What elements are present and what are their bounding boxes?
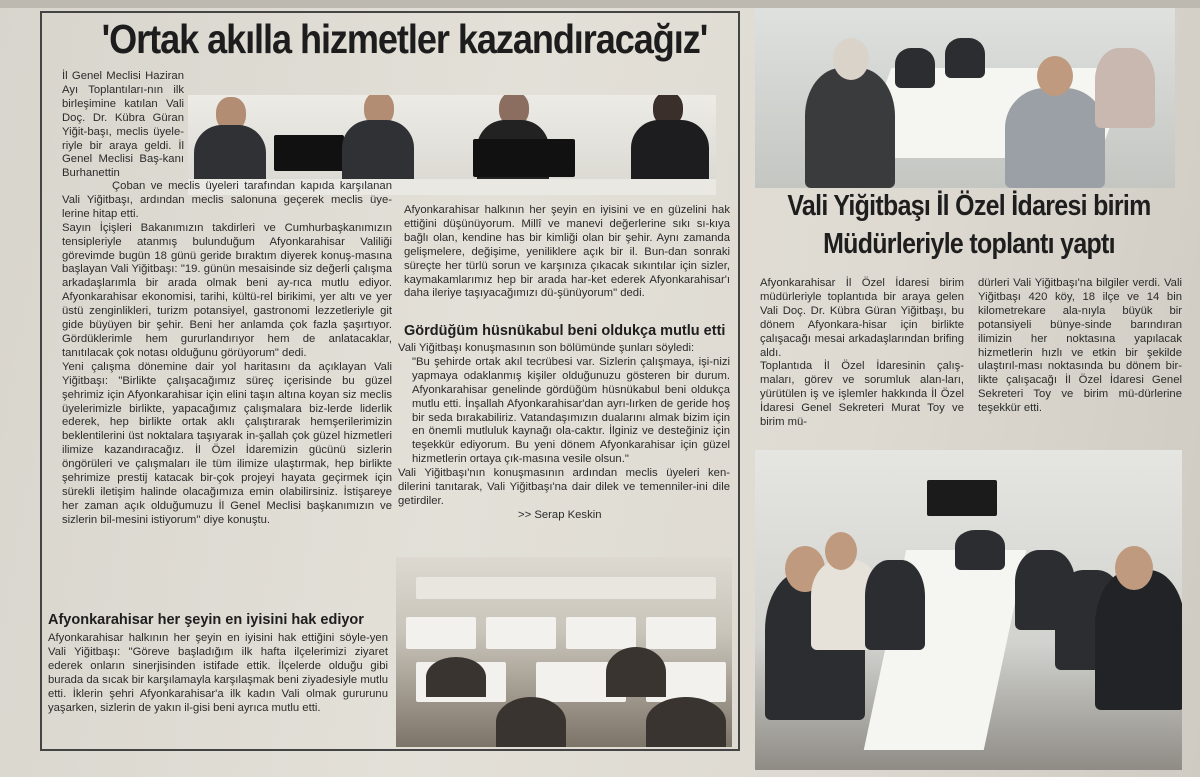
intro-text: İl Genel Meclisi Haziran Ayı Toplantıları-nın ilk birleşimine katılan Vali Doç. Dr. Kübra Güran Yiğit-başı, meclis üyele-riyle bir araya geldi. İl Genel Meclisi Baş-kanı Burhanettin bbox=[62, 70, 184, 180]
right-headline-line2: Müdürleriyle toplantı yaptı bbox=[823, 228, 1115, 260]
official-2 bbox=[338, 95, 418, 187]
left-headline: 'Ortak akılla hizmetler kazandıracağız' bbox=[101, 16, 708, 62]
right-col-a: Afyonkarahisar İl Özel İdaresi birim müdürleriyle toplantıda bir araya gelen Vali Doç. Dr. Kübra Güran Yiğitbaşı, bu dönem Afyonkara-hisar için birlikte çalışacağı mesai arkadaşlarından brifing aldı. Toplantıda İl Özel İdaresinin çalış-maları, görev ve sorumluk alan-ları, yürütülen iş ve işlemler hakkında İl Özel İdaresi Genel Sekreteri Murat Toy ve birim mü- bbox=[760, 277, 964, 429]
official-4 bbox=[623, 95, 713, 187]
right-headline-line1: Vali Yiğitbaşı İl Özel İdaresi birim bbox=[787, 190, 1151, 222]
monitor-screen bbox=[473, 139, 575, 177]
meeting-photo-bottom bbox=[755, 450, 1182, 770]
left-col-1: Çoban ve meclis üyeleri tarafından kapıda karşılanan Vali Yiğitbaşı, ardından meclis salonuna geçerek meclis üye-lerine hitap etti. Sayın İçişleri Bakanımızın takdirleri ve Cumhurbaşkanımızın tensipleriyle atanmış bulunduğum Afyonkarahisar Valiliği görevimde bugün 18 günü geride bıraktım diyerek konuş-masına başlayan Vali Yiğitbaşı: "19. günün mesaisinde siz değerli çalışma arkadaşlarımla bir arada olmak beni ay-rıca mutlu ediyor. Afyonkarahisar ekonomisi, tarihi, kültü-rel birikimi, yer altı ve yer üstü zenginlikleri, turizm potansiyel, gastronomi lezzetleriyle git gide büyüyen bir şehir. Beni her anlamda çok fazla şaşırtıyor. Gördüklerimle hem gururlandırıyor hem de anlatacaklar, tanıtılacak çok notası olduğunu görüyorum" dedi. Yeni çalışma dönemine dair yol haritasını da açıklayan Vali Yiğitbaşı: "Birlikte çalışacağımız süreç içerisinde bu güzel şehrimiz için Afyonkarahisar için elini taşın altına koyan siz meclis üyelerimizle birlikte, yapacağımız çalışmalara biz-lerde liderlik ederek, hep birlikte ortak aklı çalıştırarak hemşerilerimizin beklentilerini üst noktalara taşıyarak in-şallah çok güzel hizmetleri ilimize kazandıracağız. İl Özel İdaremizin gücünü sizlerin öngörüleri ve çalışmaları ile tüm ilimize ulaştırmak, hep birlikte şehrimize prestij katacak bir-çok projeyi hayata geçirmek için sürekli iletişim halinde olacağımıza emin olabilirsiniz. İstişareye her zaman açık olduğumuzu İl Genel Meclisi başkanımızın ve sizlerin bil-mesini istiyorum" diye konuştu. bbox=[62, 180, 392, 526]
subhead-1: Afyonkarahisar her şeyin en iyisini hak ediyor bbox=[48, 612, 364, 628]
left-col-2-top: Afyonkarahisar halkının her şeyin en iyisini ve en güzelini hak ettiğini düşünüyorum. Millî ve manevi değerlerine sıkı sı-kıya bağlı olan, kendine has bir kimliği olan bir şehir. Aynı zamanda gelişmelere, değişime, yeniliklere açık bir il. Bun-dan sonraki süreçte her türlü sorun ve karşınıza çıkacak sıkıntılar için sizler, kaymakamlarımız hep bir arada har-ket ederek Afyonkarahisar'ı daha ileriye taşıyacağımızı dü-şünüyorum" dedi. bbox=[404, 204, 730, 300]
council-hall-photo bbox=[396, 557, 732, 747]
top-strip bbox=[0, 0, 1200, 8]
left-col-2-body: Vali Yiğitbaşı konuşmasının son bölümünde şunları söyledi: "Bu şehirde ortak akıl tecrübesi var. Sizlerin çalışmaya, işi-nizi yapmaya odaklanmış kişiler olduğunuzu gösteren bir durum. Afyonkarahisar genelinde gördüğüm hüsnükabul beni oldukça mutlu etti. İnşallah Afyonkarahisar'dan ayrı-lırken de geride hoş bir seda bırakabiliriz. Vatandaşımızın dualarını almak bizim için en önemli mutluluk kaynağı ola-caktır. İlginiz ve desteğiniz için teşekkür ediyorum. Bu yeni dönem Afyonkarahisar için güzel hizmetlerin ortaya çık-masına vesile olsun." Vali Yiğitbaşı'nın konuşmasının ardından meclis üyeleri ken-dilerini tanıtarak, Vali Yiğitbaşı'na dair dilek ve temenniler-ini dile getirdiler. >> Serap Keskin bbox=[398, 342, 730, 521]
credit: >> Serap Keskin bbox=[518, 508, 602, 521]
meeting-photo-top bbox=[755, 8, 1175, 188]
official-1 bbox=[190, 97, 270, 187]
left-col-1-after: Afyonkarahisar halkının her şeyin en iyisini hak ettiğini söyle-yen Vali Yiğitbaşı: "Göreve başladığım ilk hafta ilçelerimizi ziyaret ederek onların sinerjisinden istifade ettik. İlçelerde olduğu gibi burada da sıcak bir karşılamayla karşılaşmak beni ziyadesiyle mutlu etti. İklerin şehri Afyonkarahisar'a ilk kadın Vali olmak gururunu yaşarken, sizlerin de yakın il-gisi beni ayrıca mutlu etti. bbox=[48, 632, 388, 714]
subhead-2: Gördüğüm hüsnükabul beni oldukça mutlu etti bbox=[404, 323, 726, 339]
laptop-screen bbox=[274, 135, 344, 171]
right-col-b: dürleri Vali Yiğitbaşı'na bilgiler verdi. Vali Yiğitbaşı 420 köy, 18 ilçe ve 14 bin kilometrekare ala-nıyla büyük bir potansiyeli bünye-sinde barındıran ilimizin her noktasına yapılacak hizmetlerin hızlı ve etkin bir şekilde ulaştırıl-ması noktasında bu dönem bir-likte çalışacağı İl Özel İdaresi Genel Sekreteri Toy ve birim mü-dürlerine teşekkür etti. bbox=[978, 277, 1182, 415]
